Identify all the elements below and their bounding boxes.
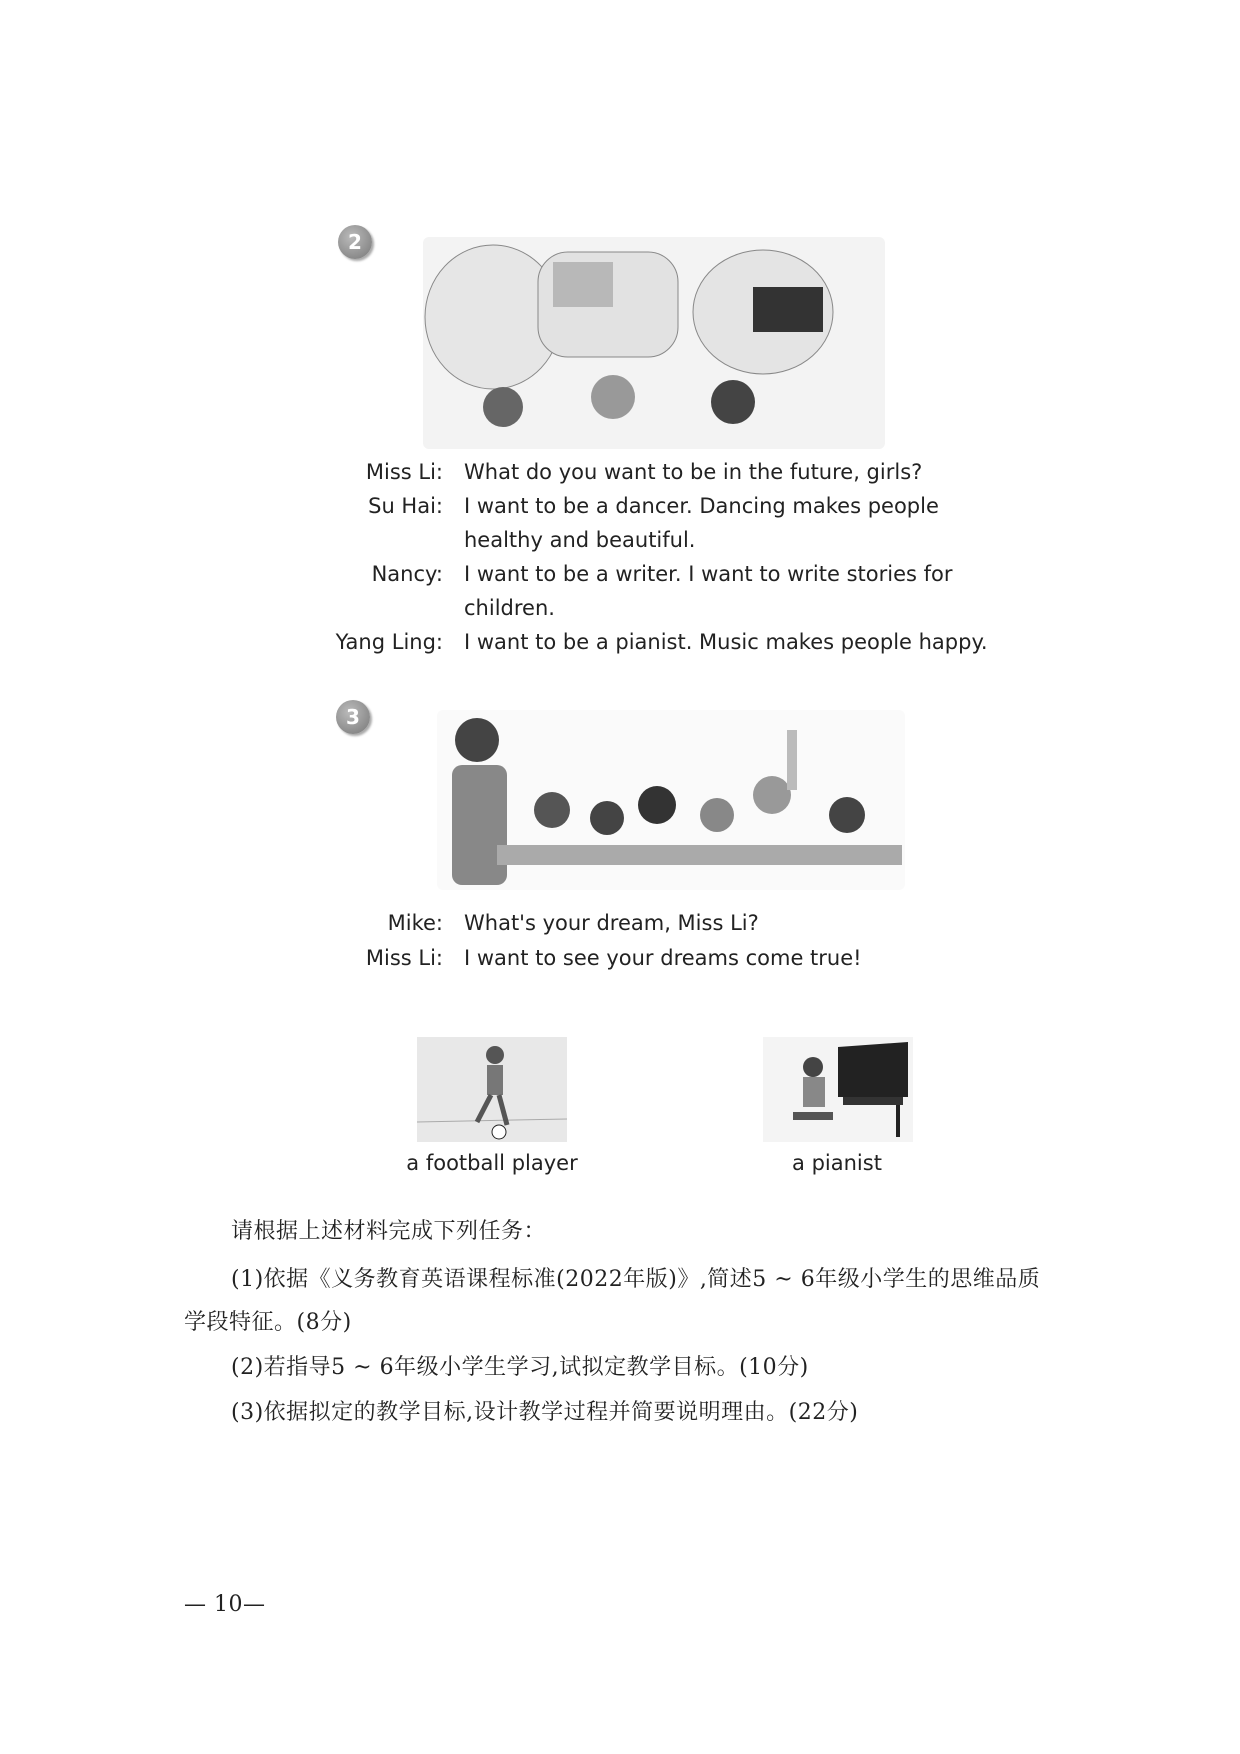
- caption-pianist: a pianist: [792, 1151, 882, 1175]
- speaker: Mike:: [387, 911, 443, 935]
- speaker: Miss Li:: [365, 946, 443, 970]
- speaker: Miss Li:: [365, 460, 443, 484]
- tasks-intro: 请根据上述材料完成下列任务：: [231, 1219, 547, 1244]
- dialogue-line: I want to be a dancer. Dancing makes people: [464, 494, 939, 518]
- illustration-graphic: [437, 710, 905, 890]
- task-1-cont: 学段特征。(8分): [184, 1310, 352, 1335]
- dialogue-line: I want to be a writer. I want to write stories for: [464, 562, 953, 586]
- pianist-picture: [763, 1037, 913, 1142]
- illustration-graphic: [423, 237, 885, 449]
- dialogue-line: What do you want to be in the future, girls?: [464, 460, 923, 484]
- dream-bubbles-illustration: [423, 237, 885, 449]
- dialogue-line: children.: [464, 596, 555, 620]
- dialogue-line: I want to be a pianist. Music makes people happy.: [464, 630, 988, 654]
- task-2: (2)若指导5 ~ 6年级小学生学习,试拟定教学目标。(10分): [231, 1355, 809, 1380]
- task-3: (3)依据拟定的教学目标,设计教学过程并简要说明理由。(22分): [231, 1400, 859, 1425]
- speaker: Su Hai:: [368, 494, 443, 518]
- football-player-graphic: [417, 1037, 567, 1142]
- speaker: Yang Ling:: [335, 630, 443, 654]
- section-badge-2: 2: [338, 225, 372, 259]
- section-badge-3: 3: [336, 700, 370, 734]
- pianist-graphic: [763, 1037, 913, 1142]
- dialogue-line: What's your dream, Miss Li?: [464, 911, 759, 935]
- dialogue-line: I want to see your dreams come true!: [464, 946, 862, 970]
- football-player-picture: [417, 1037, 567, 1142]
- classroom-illustration: [437, 710, 905, 890]
- dialogue-line: healthy and beautiful.: [464, 528, 696, 552]
- caption-football-player: a football player: [406, 1151, 578, 1175]
- speaker: Nancy:: [371, 562, 443, 586]
- task-1: (1)依据《义务教育英语课程标准(2022年版)》,简述5 ~ 6年级小学生的思维品质: [231, 1267, 1041, 1292]
- page-number: — 10—: [184, 1592, 266, 1617]
